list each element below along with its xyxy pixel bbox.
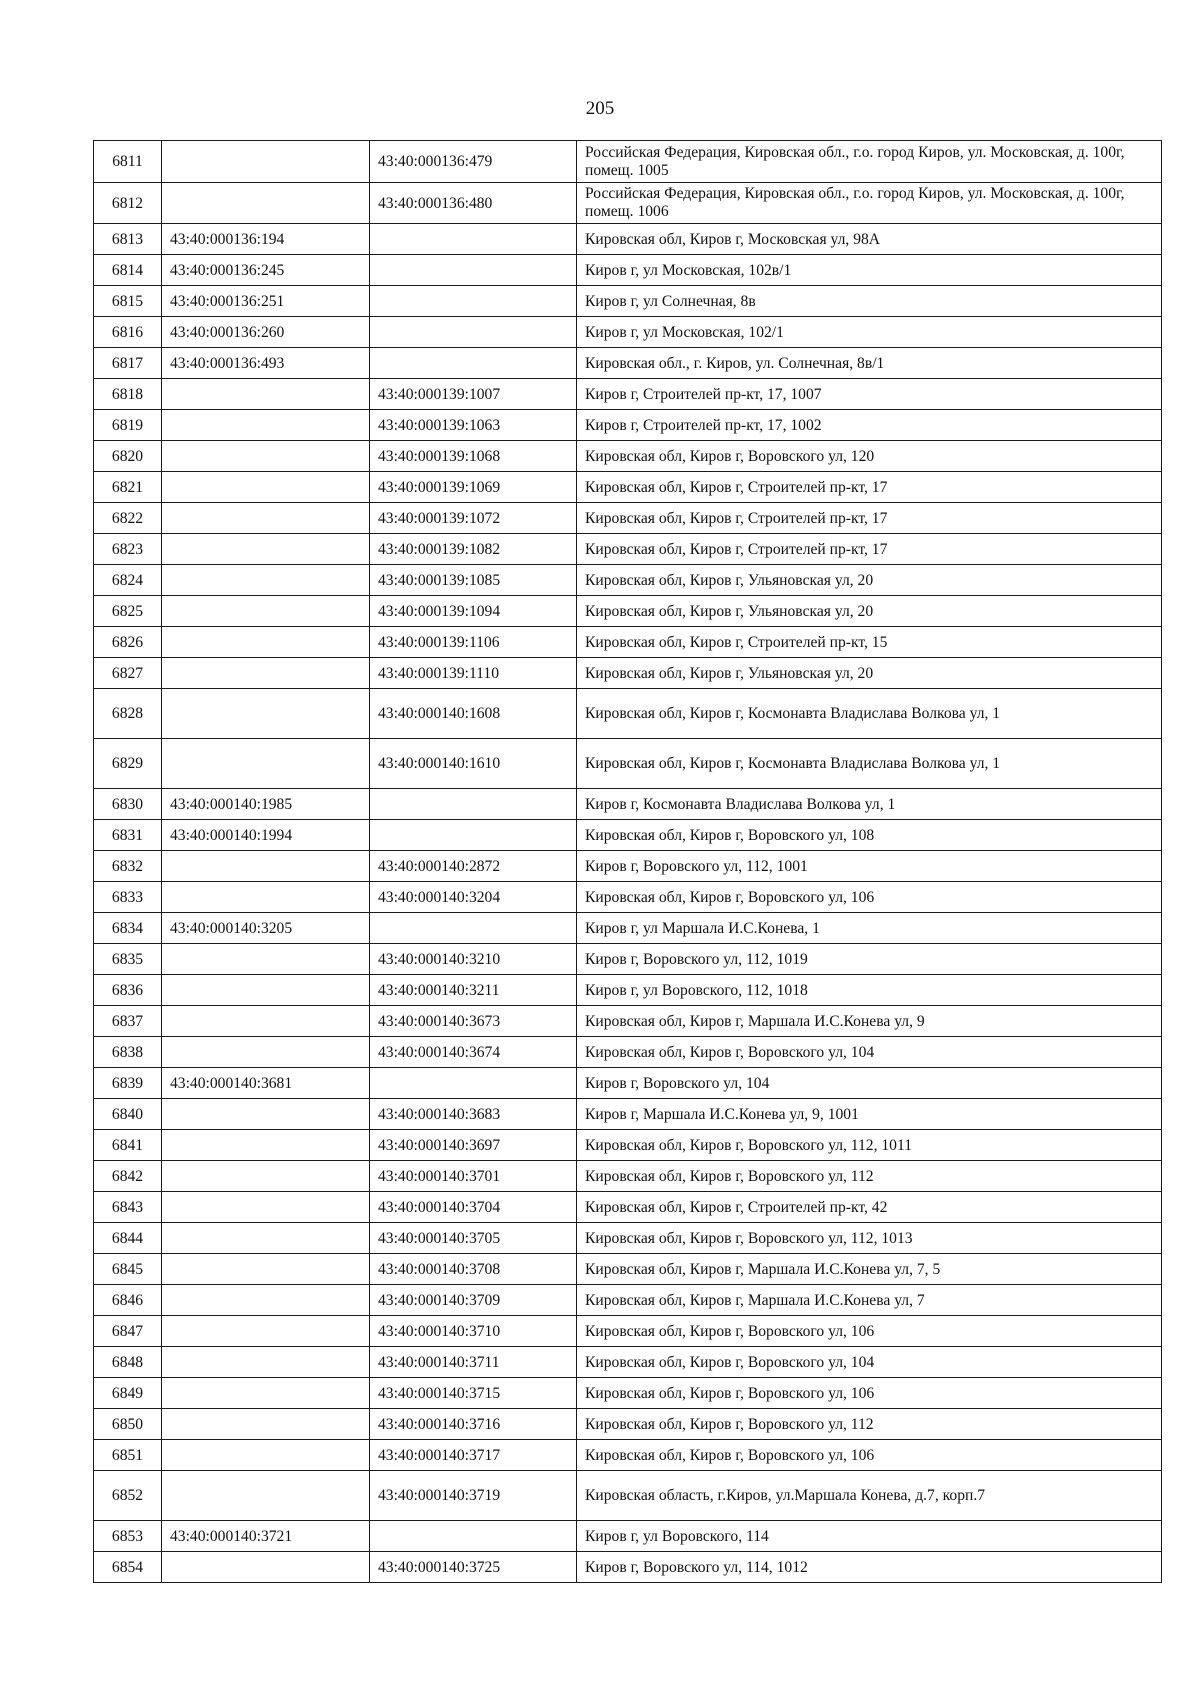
table-row — [94, 1130, 1162, 1161]
cadastral-number-cell — [162, 472, 370, 503]
row-number-cell: 6837 — [94, 1006, 162, 1037]
row-number-cell: 6819 — [94, 410, 162, 441]
address-cell: Киров г, Строителей пр-кт, 17, 1007 — [577, 379, 1162, 410]
cadastral-number-cell — [162, 565, 370, 596]
table-row — [94, 1254, 1162, 1285]
table-row — [94, 596, 1162, 627]
address-cell: Киров г, ул Солнечная, 8в — [577, 286, 1162, 317]
premises-cadastral-number-cell — [370, 1521, 577, 1552]
premises-cadastral-number-cell: 43:40:000140:3674 — [370, 1037, 577, 1068]
premises-cadastral-number-cell: 43:40:000140:1608 — [370, 689, 577, 739]
cadastral-number-cell — [162, 534, 370, 565]
table-row — [94, 627, 1162, 658]
table-row — [94, 658, 1162, 689]
table-row — [94, 141, 1162, 183]
premises-cadastral-number-cell: 43:40:000139:1094 — [370, 596, 577, 627]
premises-cadastral-number-cell: 43:40:000139:1063 — [370, 410, 577, 441]
address-cell: Кировская обл, Киров г, Маршала И.С.Конева ул, 7, 5 — [577, 1254, 1162, 1285]
row-number-cell: 6815 — [94, 286, 162, 317]
row-number-cell: 6824 — [94, 565, 162, 596]
registry-table — [93, 140, 1162, 1583]
premises-cadastral-number-cell: 43:40:000140:3701 — [370, 1161, 577, 1192]
table-row — [94, 1347, 1162, 1378]
cadastral-number-cell: 43:40:000136:260 — [162, 317, 370, 348]
address-cell: Кировская обл, Киров г, Космонавта Владислава Волкова ул, 1 — [577, 739, 1162, 789]
address-cell: Кировская обл, Киров г, Воровского ул, 112, 1011 — [577, 1130, 1162, 1161]
table-row — [94, 1316, 1162, 1347]
address-cell: Кировская обл, Киров г, Строителей пр-кт, 42 — [577, 1192, 1162, 1223]
address-cell: Киров г, Маршала И.С.Конева ул, 9, 1001 — [577, 1099, 1162, 1130]
address-cell: Киров г, ул Воровского, 112, 1018 — [577, 975, 1162, 1006]
address-cell: Кировская обл, Киров г, Воровского ул, 108 — [577, 820, 1162, 851]
table-row — [94, 317, 1162, 348]
premises-cadastral-number-cell: 43:40:000136:480 — [370, 183, 577, 224]
premises-cadastral-number-cell: 43:40:000140:3683 — [370, 1099, 577, 1130]
cadastral-number-cell: 43:40:000136:245 — [162, 255, 370, 286]
premises-cadastral-number-cell: 43:40:000140:3211 — [370, 975, 577, 1006]
table-row — [94, 1471, 1162, 1521]
cadastral-number-cell — [162, 1285, 370, 1316]
cadastral-number-cell — [162, 410, 370, 441]
table-row — [94, 913, 1162, 944]
address-cell: Киров г, ул Московская, 102в/1 — [577, 255, 1162, 286]
cadastral-number-cell: 43:40:000140:3205 — [162, 913, 370, 944]
address-cell: Кировская обл, Киров г, Московская ул, 98А — [577, 224, 1162, 255]
premises-cadastral-number-cell: 43:40:000140:3717 — [370, 1440, 577, 1471]
row-number-cell: 6822 — [94, 503, 162, 534]
address-cell: Кировская обл, Киров г, Воровского ул, 120 — [577, 441, 1162, 472]
cadastral-number-cell — [162, 739, 370, 789]
row-number-cell: 6838 — [94, 1037, 162, 1068]
cadastral-number-cell — [162, 1161, 370, 1192]
premises-cadastral-number-cell: 43:40:000139:1072 — [370, 503, 577, 534]
row-number-cell: 6853 — [94, 1521, 162, 1552]
table-row — [94, 1037, 1162, 1068]
premises-cadastral-number-cell — [370, 317, 577, 348]
cadastral-number-cell — [162, 1316, 370, 1347]
cadastral-number-cell: 43:40:000136:493 — [162, 348, 370, 379]
row-number-cell: 6833 — [94, 882, 162, 913]
table-row — [94, 286, 1162, 317]
address-cell: Киров г, Воровского ул, 112, 1019 — [577, 944, 1162, 975]
address-cell: Кировская обл, Киров г, Строителей пр-кт, 15 — [577, 627, 1162, 658]
row-number-cell: 6846 — [94, 1285, 162, 1316]
row-number-cell: 6848 — [94, 1347, 162, 1378]
premises-cadastral-number-cell: 43:40:000139:1110 — [370, 658, 577, 689]
table-row — [94, 689, 1162, 739]
cadastral-number-cell — [162, 503, 370, 534]
cadastral-number-cell: 43:40:000140:3681 — [162, 1068, 370, 1099]
table-row — [94, 224, 1162, 255]
premises-cadastral-number-cell: 43:40:000139:1085 — [370, 565, 577, 596]
premises-cadastral-number-cell: 43:40:000139:1082 — [370, 534, 577, 565]
cadastral-number-cell — [162, 441, 370, 472]
cadastral-number-cell: 43:40:000136:251 — [162, 286, 370, 317]
premises-cadastral-number-cell: 43:40:000139:1069 — [370, 472, 577, 503]
address-cell: Киров г, Воровского ул, 104 — [577, 1068, 1162, 1099]
row-number-cell: 6811 — [94, 141, 162, 183]
row-number-cell: 6827 — [94, 658, 162, 689]
premises-cadastral-number-cell: 43:40:000140:3708 — [370, 1254, 577, 1285]
table-row — [94, 882, 1162, 913]
address-cell: Кировская обл, Киров г, Воровского ул, 106 — [577, 1378, 1162, 1409]
row-number-cell: 6812 — [94, 183, 162, 224]
cadastral-number-cell — [162, 975, 370, 1006]
table-row — [94, 348, 1162, 379]
premises-cadastral-number-cell: 43:40:000140:3709 — [370, 1285, 577, 1316]
premises-cadastral-number-cell: 43:40:000140:3715 — [370, 1378, 577, 1409]
address-cell: Киров г, Воровского ул, 112, 1001 — [577, 851, 1162, 882]
cadastral-number-cell — [162, 379, 370, 410]
cadastral-number-cell — [162, 1192, 370, 1223]
address-cell: Кировская обл, Киров г, Строителей пр-кт, 17 — [577, 472, 1162, 503]
address-cell: Российская Федерация, Кировская обл., г.о. город Киров, ул. Московская, д. 100г, помещ. 1006 — [577, 183, 1162, 224]
premises-cadastral-number-cell: 43:40:000140:2872 — [370, 851, 577, 882]
address-cell: Кировская обл, Киров г, Ульяновская ул, 20 — [577, 565, 1162, 596]
row-number-cell: 6849 — [94, 1378, 162, 1409]
premises-cadastral-number-cell: 43:40:000139:1106 — [370, 627, 577, 658]
address-cell: Кировская обл, Киров г, Маршала И.С.Конева ул, 7 — [577, 1285, 1162, 1316]
address-cell: Кировская обл., г. Киров, ул. Солнечная, 8в/1 — [577, 348, 1162, 379]
row-number-cell: 6842 — [94, 1161, 162, 1192]
premises-cadastral-number-cell: 43:40:000140:3719 — [370, 1471, 577, 1521]
row-number-cell: 6814 — [94, 255, 162, 286]
table-row — [94, 183, 1162, 224]
cadastral-number-cell — [162, 1130, 370, 1161]
row-number-cell: 6820 — [94, 441, 162, 472]
address-cell: Кировская обл, Киров г, Ульяновская ул, 20 — [577, 658, 1162, 689]
address-cell: Российская Федерация, Кировская обл., г.о. город Киров, ул. Московская, д. 100г, помещ. 1005 — [577, 141, 1162, 183]
premises-cadastral-number-cell — [370, 286, 577, 317]
table-row — [94, 255, 1162, 286]
row-number-cell: 6826 — [94, 627, 162, 658]
cadastral-number-cell: 43:40:000140:1985 — [162, 789, 370, 820]
table-row — [94, 1006, 1162, 1037]
premises-cadastral-number-cell: 43:40:000140:3210 — [370, 944, 577, 975]
premises-cadastral-number-cell — [370, 820, 577, 851]
table-row — [94, 789, 1162, 820]
row-number-cell: 6818 — [94, 379, 162, 410]
address-cell: Кировская обл, Киров г, Воровского ул, 112, 1013 — [577, 1223, 1162, 1254]
table-row — [94, 1099, 1162, 1130]
cadastral-number-cell — [162, 1471, 370, 1521]
premises-cadastral-number-cell: 43:40:000140:3716 — [370, 1409, 577, 1440]
cadastral-number-cell — [162, 627, 370, 658]
row-number-cell: 6825 — [94, 596, 162, 627]
address-cell: Кировская обл, Киров г, Воровского ул, 104 — [577, 1347, 1162, 1378]
cadastral-number-cell — [162, 944, 370, 975]
row-number-cell: 6813 — [94, 224, 162, 255]
table-row — [94, 1161, 1162, 1192]
table-row — [94, 1521, 1162, 1552]
address-cell: Киров г, ул Московская, 102/1 — [577, 317, 1162, 348]
row-number-cell: 6835 — [94, 944, 162, 975]
address-cell: Киров г, Воровского ул, 114, 1012 — [577, 1552, 1162, 1583]
row-number-cell: 6834 — [94, 913, 162, 944]
address-cell: Кировская обл, Киров г, Строителей пр-кт, 17 — [577, 534, 1162, 565]
table-row — [94, 1192, 1162, 1223]
premises-cadastral-number-cell — [370, 224, 577, 255]
row-number-cell: 6828 — [94, 689, 162, 739]
premises-cadastral-number-cell: 43:40:000140:3673 — [370, 1006, 577, 1037]
address-cell: Кировская обл, Киров г, Строителей пр-кт, 17 — [577, 503, 1162, 534]
row-number-cell: 6830 — [94, 789, 162, 820]
table-row — [94, 534, 1162, 565]
premises-cadastral-number-cell: 43:40:000140:3705 — [370, 1223, 577, 1254]
row-number-cell: 6832 — [94, 851, 162, 882]
address-cell: Киров г, ул Маршала И.С.Конева, 1 — [577, 913, 1162, 944]
page-number: 205 — [585, 98, 615, 119]
table-row — [94, 1223, 1162, 1254]
table-row — [94, 472, 1162, 503]
cadastral-number-cell — [162, 1347, 370, 1378]
table-row — [94, 1285, 1162, 1316]
address-cell: Киров г, Космонавта Владислава Волкова ул, 1 — [577, 789, 1162, 820]
row-number-cell: 6847 — [94, 1316, 162, 1347]
premises-cadastral-number-cell: 43:40:000136:479 — [370, 141, 577, 183]
table-row — [94, 739, 1162, 789]
cadastral-number-cell — [162, 1440, 370, 1471]
registry-table-body — [94, 141, 1162, 1583]
table-row — [94, 410, 1162, 441]
address-cell: Кировская обл, Киров г, Воровского ул, 106 — [577, 882, 1162, 913]
cadastral-number-cell — [162, 1254, 370, 1285]
row-number-cell: 6851 — [94, 1440, 162, 1471]
table-row — [94, 441, 1162, 472]
cadastral-number-cell — [162, 1223, 370, 1254]
premises-cadastral-number-cell — [370, 348, 577, 379]
cadastral-number-cell — [162, 1409, 370, 1440]
address-cell: Кировская обл, Киров г, Космонавта Владислава Волкова ул, 1 — [577, 689, 1162, 739]
premises-cadastral-number-cell: 43:40:000140:3710 — [370, 1316, 577, 1347]
row-number-cell: 6844 — [94, 1223, 162, 1254]
table-row — [94, 944, 1162, 975]
table-row — [94, 1378, 1162, 1409]
premises-cadastral-number-cell: 43:40:000139:1007 — [370, 379, 577, 410]
cadastral-number-cell — [162, 141, 370, 183]
cadastral-number-cell: 43:40:000136:194 — [162, 224, 370, 255]
address-cell: Кировская обл, Киров г, Воровского ул, 112 — [577, 1161, 1162, 1192]
row-number-cell: 6821 — [94, 472, 162, 503]
cadastral-number-cell — [162, 1099, 370, 1130]
row-number-cell: 6841 — [94, 1130, 162, 1161]
table-row — [94, 851, 1162, 882]
premises-cadastral-number-cell — [370, 255, 577, 286]
address-cell: Киров г, Строителей пр-кт, 17, 1002 — [577, 410, 1162, 441]
premises-cadastral-number-cell: 43:40:000140:3711 — [370, 1347, 577, 1378]
cadastral-number-cell — [162, 851, 370, 882]
row-number-cell: 6854 — [94, 1552, 162, 1583]
cadastral-number-cell — [162, 689, 370, 739]
table-row — [94, 1068, 1162, 1099]
premises-cadastral-number-cell: 43:40:000139:1068 — [370, 441, 577, 472]
cadastral-number-cell — [162, 183, 370, 224]
address-cell: Кировская обл, Киров г, Маршала И.С.Конева ул, 9 — [577, 1006, 1162, 1037]
address-cell: Кировская обл, Киров г, Воровского ул, 104 — [577, 1037, 1162, 1068]
address-cell: Кировская обл, Киров г, Воровского ул, 106 — [577, 1316, 1162, 1347]
table-row — [94, 1552, 1162, 1583]
table-row — [94, 503, 1162, 534]
premises-cadastral-number-cell — [370, 913, 577, 944]
premises-cadastral-number-cell: 43:40:000140:3704 — [370, 1192, 577, 1223]
premises-cadastral-number-cell: 43:40:000140:1610 — [370, 739, 577, 789]
row-number-cell: 6817 — [94, 348, 162, 379]
premises-cadastral-number-cell: 43:40:000140:3725 — [370, 1552, 577, 1583]
row-number-cell: 6816 — [94, 317, 162, 348]
row-number-cell: 6836 — [94, 975, 162, 1006]
cadastral-number-cell: 43:40:000140:3721 — [162, 1521, 370, 1552]
row-number-cell: 6850 — [94, 1409, 162, 1440]
cadastral-number-cell — [162, 596, 370, 627]
cadastral-number-cell — [162, 1552, 370, 1583]
premises-cadastral-number-cell: 43:40:000140:3204 — [370, 882, 577, 913]
table-row — [94, 1440, 1162, 1471]
row-number-cell: 6829 — [94, 739, 162, 789]
premises-cadastral-number-cell: 43:40:000140:3697 — [370, 1130, 577, 1161]
row-number-cell: 6831 — [94, 820, 162, 851]
address-cell: Кировская обл, Киров г, Воровского ул, 106 — [577, 1440, 1162, 1471]
row-number-cell: 6840 — [94, 1099, 162, 1130]
premises-cadastral-number-cell — [370, 789, 577, 820]
table-row — [94, 975, 1162, 1006]
address-cell: Кировская обл, Киров г, Ульяновская ул, 20 — [577, 596, 1162, 627]
row-number-cell: 6845 — [94, 1254, 162, 1285]
table-row — [94, 820, 1162, 851]
row-number-cell: 6839 — [94, 1068, 162, 1099]
table-row — [94, 1409, 1162, 1440]
table-row — [94, 379, 1162, 410]
row-number-cell: 6852 — [94, 1471, 162, 1521]
address-cell: Киров г, ул Воровского, 114 — [577, 1521, 1162, 1552]
cadastral-number-cell — [162, 1037, 370, 1068]
cadastral-number-cell — [162, 1006, 370, 1037]
table-row — [94, 565, 1162, 596]
premises-cadastral-number-cell — [370, 1068, 577, 1099]
cadastral-number-cell — [162, 882, 370, 913]
row-number-cell: 6823 — [94, 534, 162, 565]
cadastral-number-cell — [162, 1378, 370, 1409]
row-number-cell: 6843 — [94, 1192, 162, 1223]
cadastral-number-cell: 43:40:000140:1994 — [162, 820, 370, 851]
address-cell: Кировская область, г.Киров, ул.Маршала Конева, д.7, корп.7 — [577, 1471, 1162, 1521]
address-cell: Кировская обл, Киров г, Воровского ул, 112 — [577, 1409, 1162, 1440]
cadastral-number-cell — [162, 658, 370, 689]
